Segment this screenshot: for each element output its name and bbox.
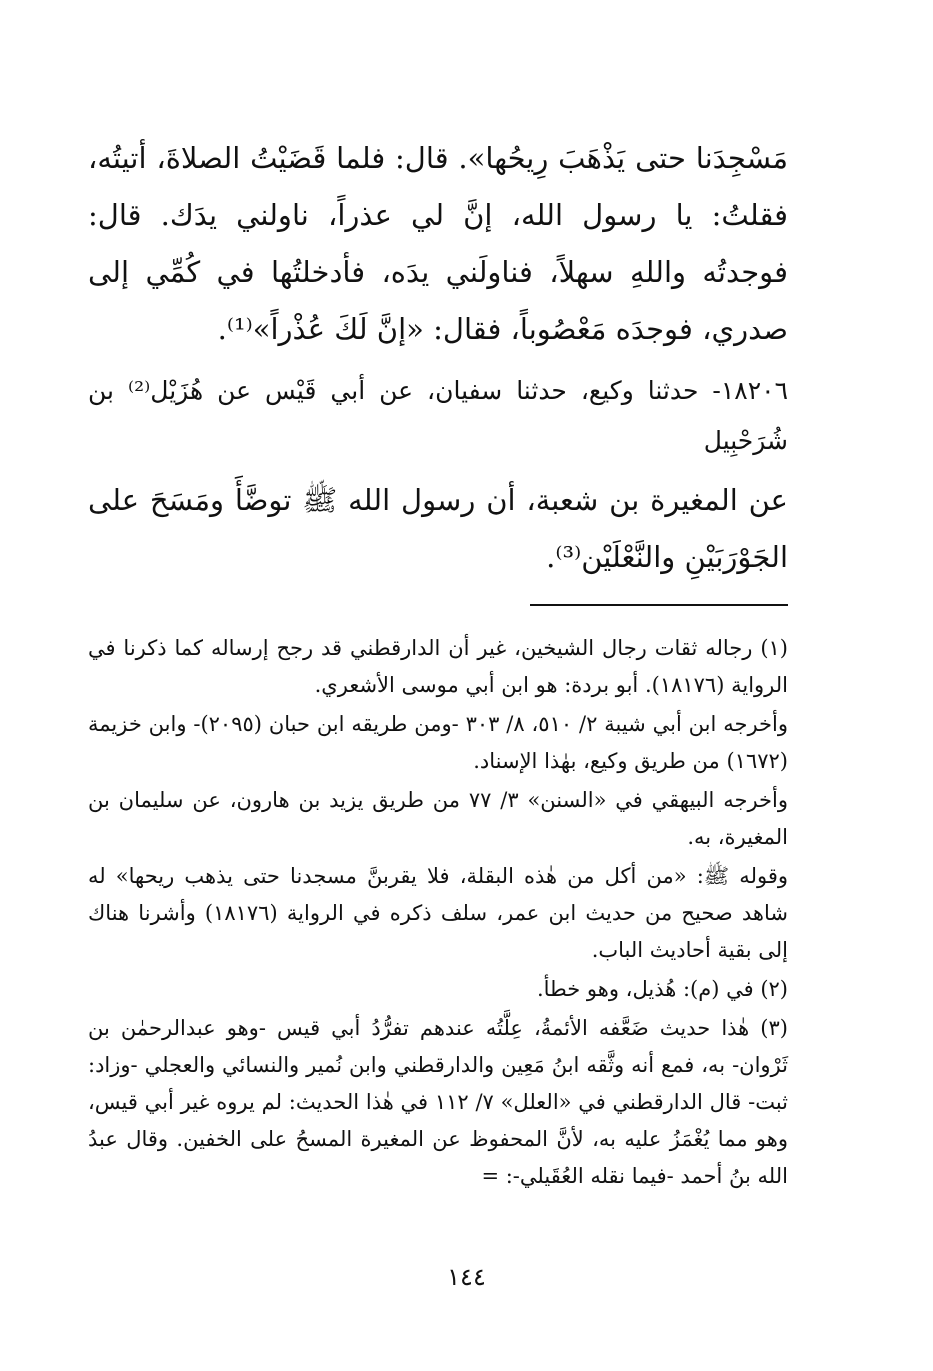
main-text — [88, 130, 788, 594]
hadith-matn-paragraph: عن المغيرة بن شعبة، أن رسول الله ﷺ توضَّأَ ومَسَحَ على الجَوْرَبَيْنِ والنَّعْلَيْن⁽³⁾. — [88, 483, 788, 574]
page-number: ١٤٤ — [447, 1263, 486, 1291]
footnote-3: (٣) هٰذا حديث ضَعَّفه الأئمةُ، عِلَّتُه عندهم تفرُّدُ أبي قيس -وهو عبدالرحمٰن بن ثَرْوان- به، فمع أنه وثَّقه ابنُ مَعِين والدارقطني وابن نُمير والنسائي والعجلي -وزاد: ثبت- قال الدارقطني في «العلل» ٧/ ١١٢ في هٰذا الحديث: لم يروه غير أبي قيس، وهو مما يُغْمَزُ عليه به، لأنَّ المحفوظ عن المغيرة المسحُ على الخفين. وقال عبدُ الله بنُ أحمد -فيما نقله العُقَيلي-: = — [88, 1016, 788, 1188]
footnote-2: (٢) في (م): هُذيل، وهو خطأ. — [536, 977, 788, 1001]
hadith-isnad-paragraph: ١٨٢٠٦- حدثنا وكيع، حدثنا سفيان، عن أبي قَيْس عن هُزَيْل⁽²⁾ بن شُرَحْبِيل — [88, 376, 788, 455]
footnote-1-paragraph-3: وأخرجه البيهقي في «السنن» ٣/ ٧٧ من طريق يزيد بن هارون، عن سليمان بن المغيرة، به. — [88, 788, 788, 849]
footnotes — [88, 630, 788, 1197]
footnote-1-paragraph-2: وأخرجه ابن أبي شيبة ٢/ ٥١٠، ٨/ ٣٠٣ -ومن طريقه ابن حبان (٢٠٩٥)- وابن خزيمة (١٦٧٢) من طريق وكيع، بهٰذا الإسناد. — [88, 712, 788, 773]
footnote-separator — [530, 604, 788, 606]
footnote-1-paragraph-1: (١) رجاله ثقات رجال الشيخين، غير أن الدارقطني قد رجح إرساله كما ذكرنا في الرواية (١٨١٧٦). أبو بردة: هو ابن أبي موسى الأشعري. — [88, 636, 788, 697]
footnote-1-paragraph-4: وقوله ﷺ: «من أكل من هٰذه البقلة، فلا يقربنَّ مسجدنا حتى يذهب ريحها» له شاهد صحيح من حديث ابن عمر، سلف ذكره في الرواية (١٨١٧٦) وأشرنا هناك إلى بقية أحاديث الباب. — [88, 864, 788, 962]
hadith-continuation-paragraph: مَسْجِدَنا حتى يَذْهَبَ رِيحُها». قال: فلما قَضَيْتُ الصلاةَ، أتيتُه، فقلتُ: يا رسول الله، إنَّ لي عذراً، ناولني يدَك. قال: فوجدتُه واللهِ سهلاً، فناولَني يدَه، فأدخلتُها في كُمِّي إلى صدري، فوجدَه مَعْصُوباً، فقال: «إنَّ لَكَ عُذْراً»⁽¹⁾. — [88, 141, 788, 346]
